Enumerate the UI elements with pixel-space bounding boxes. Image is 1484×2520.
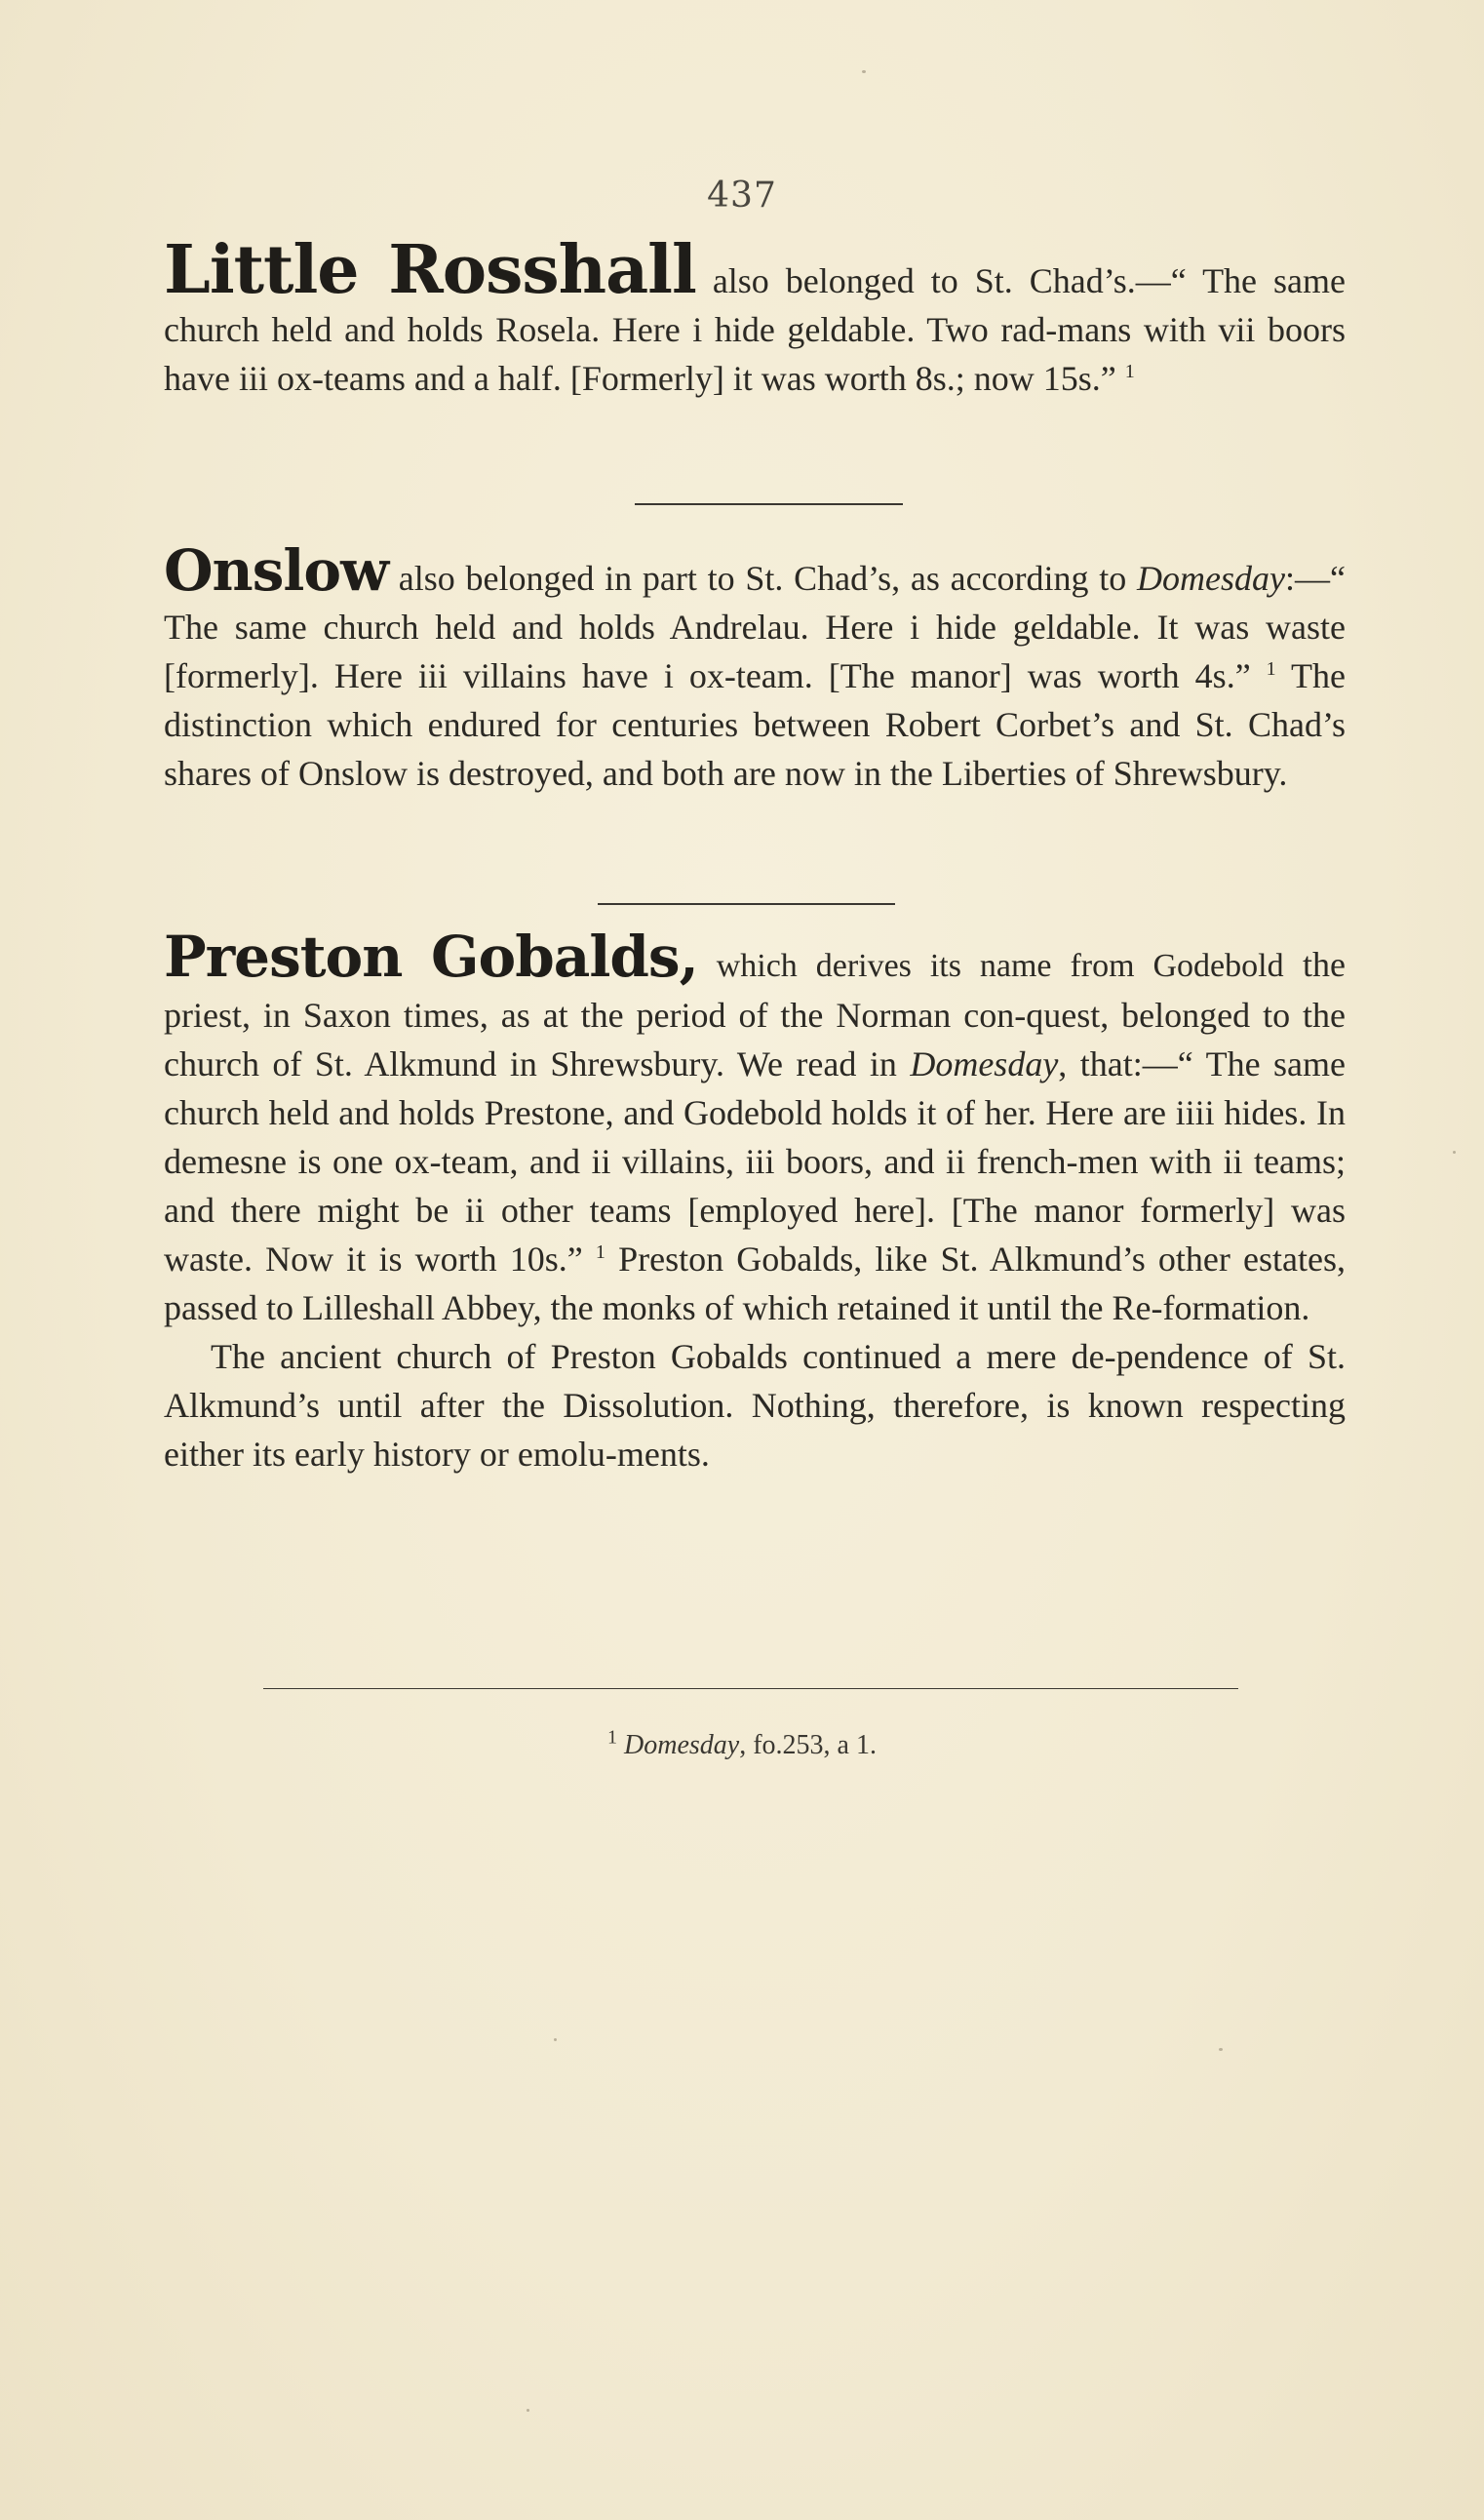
footnote-marker: 1 — [607, 1726, 618, 1749]
paper-speck — [527, 2409, 529, 2412]
page-number: 437 — [707, 176, 777, 216]
paper-speck — [862, 70, 866, 73]
section-text: :—“ The same church held and holds Andrelau. Here i hide geldable. It was waste [formerly]. Here iii villains have i ox-team. [The manor] was worth 4s.” — [164, 559, 1346, 695]
section-text: also belonged in part to St. Chad’s, as according to — [388, 559, 1138, 598]
section-heading: Preston Gobalds, — [164, 924, 698, 990]
footnote-marker: 1 — [595, 1241, 605, 1263]
section-divider — [598, 903, 895, 905]
section-lead: which derives its name from Godebold — [697, 948, 1284, 984]
domesday-reference: Domesday — [910, 1044, 1059, 1083]
section-little-rosshall — [164, 231, 1346, 403]
footnote-reference: , fo.253, a 1. — [739, 1730, 877, 1760]
section-text: the priest, in Saxon times, as at the period of the Norman con-quest, belonged to the church of St. Alkmund in Shrewsbury. We read in — [164, 945, 1346, 1083]
section-divider — [635, 503, 903, 505]
paper-speck — [1219, 2048, 1223, 2051]
paper-speck — [554, 2038, 557, 2041]
section-onslow — [164, 537, 1346, 798]
section-text: Preston Gobalds, like St. Alkmund’s other estates, passed to Lilleshall Abbey, the monks of which retained it until the Re-formation. — [164, 1240, 1346, 1327]
section-heading: Little Rosshall — [164, 231, 696, 309]
section-text: , that:—“ The same church held and holds Prestone, and Godebold holds it of her. Here are iiii hides. In demesne is one ox-team, and ii villains, iii boors, and ii french-men with ii teams; and there might be ii other teams [employed here]. [The manor formerly] was waste. Now it is worth 10s.” — [164, 1044, 1346, 1279]
section-text: also belonged to St. Chad’s.—“ The same church held and holds Rosela. Here i hide geldable. Two rad-mans with vii boors have iii ox-teams and a half. [Formerly] it was worth 8s.; now 15s.” — [164, 261, 1346, 398]
footnote-marker: 1 — [1124, 361, 1135, 382]
section-preston-gobalds — [164, 924, 1346, 1478]
section-heading: Onslow — [164, 537, 388, 604]
footnote-marker: 1 — [1266, 658, 1276, 680]
footnote — [0, 1726, 1484, 1761]
footnote-divider — [263, 1688, 1238, 1689]
paragraph: The ancient church of Preston Gobalds continued a mere de-pendence of St. Alkmund’s until after the Dissolution. Nothing, therefore, is known respecting either its early history or emolu-ments. — [164, 1337, 1346, 1474]
domesday-reference: Domesday — [1137, 559, 1286, 598]
section-text: The distinction which endured for centuries between Robert Corbet’s and St. Chad’s shares of Onslow is destroyed, and both are now in the Liberties of Shrewsbury. — [164, 656, 1346, 793]
paper-speck — [1453, 1151, 1456, 1154]
footnote-source: Domesday — [624, 1730, 740, 1760]
